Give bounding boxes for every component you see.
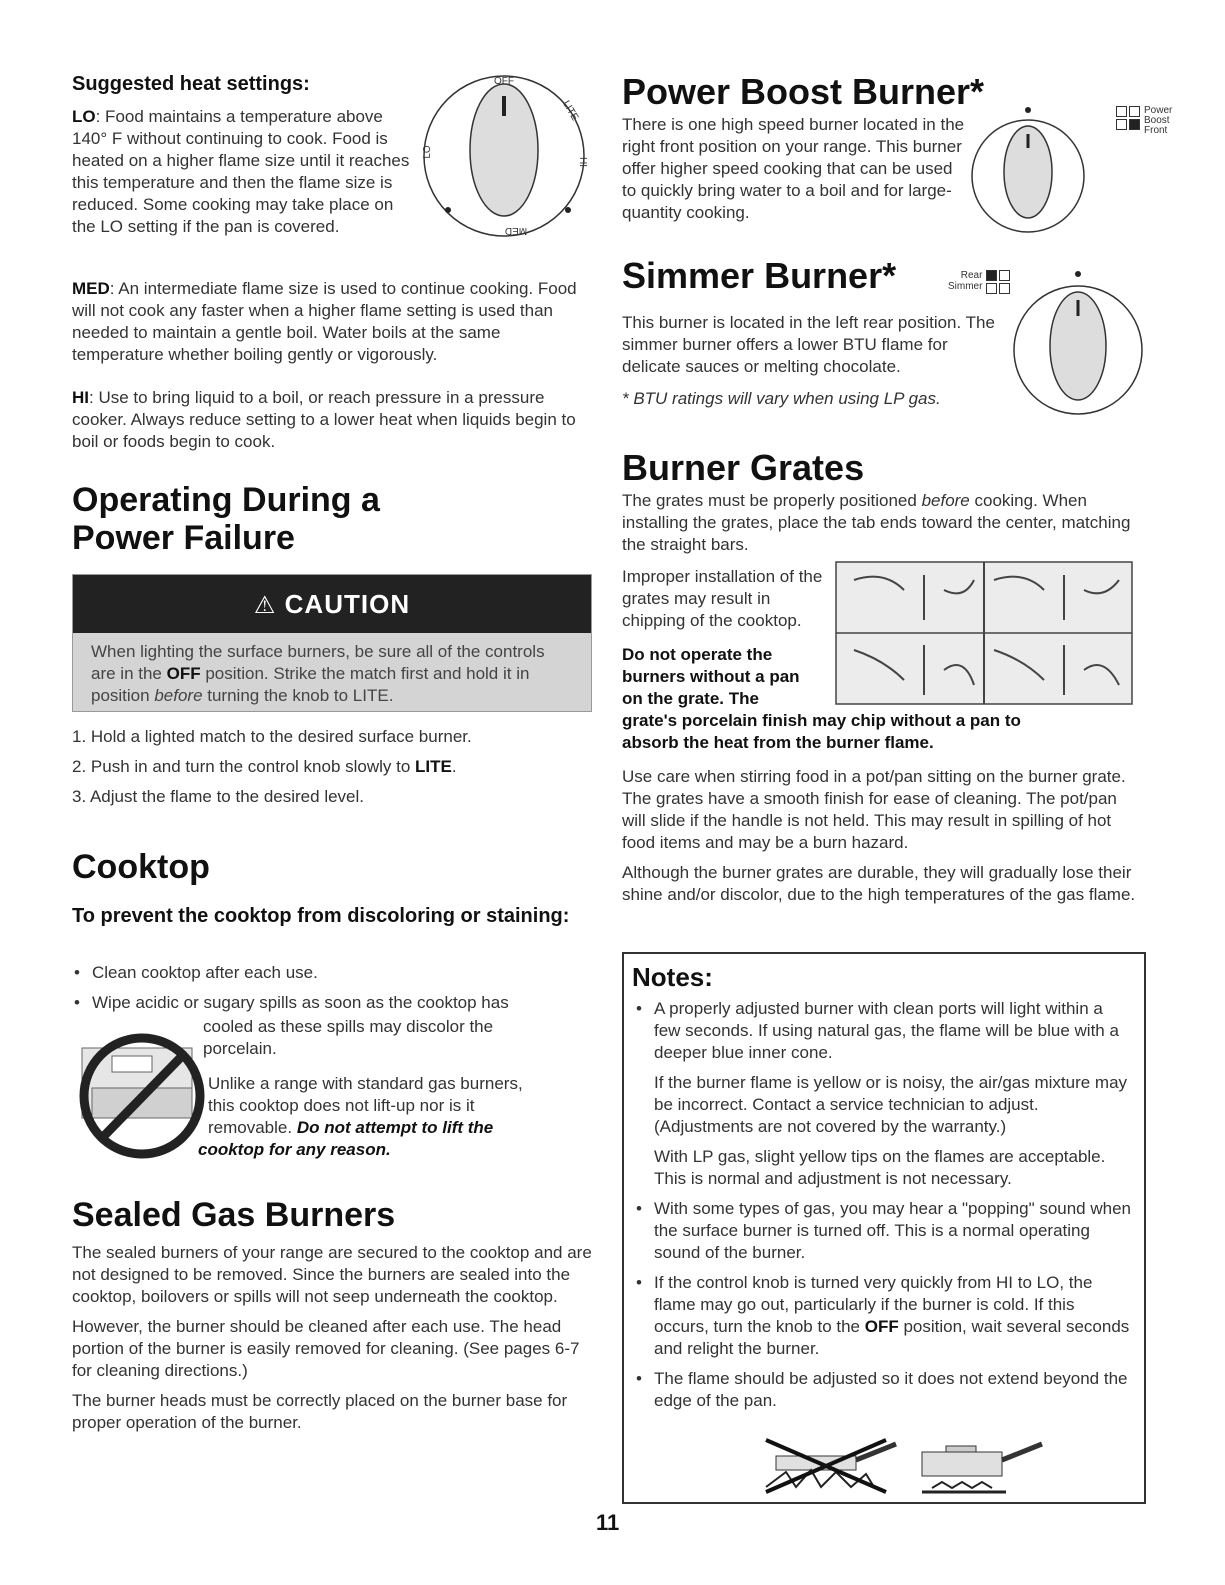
hi-paragraph: HI: Use to bring liquid to a boil, or reach pressure in a pressure cooker. Always reduce setting to a lower heat when liquids begin to boil or foods begin to cook. xyxy=(72,388,576,451)
notes-bullet-2: • With some types of gas, you may hear a "popping" sound when the surface burner is turned off. This is a normal operating sound of the burner. xyxy=(634,1198,1132,1264)
sealed-p3: The burner heads must be correctly placed on the burner base for proper operation of the burner. xyxy=(72,1391,568,1432)
warning-triangle-icon: ⚠ xyxy=(253,592,277,619)
step-2: 2. Push in and turn the control knob slowly to LITE. xyxy=(72,757,457,776)
cooktop-bullet-2-cont: cooled as these spills may discolor the porcelain. xyxy=(203,1017,494,1058)
cooktop-bullets xyxy=(72,962,592,1022)
grates-warning-wrap: Do not operate the burners without a pan on the grate. The xyxy=(622,645,800,708)
cooktop-bullet-2-line-1: • Wipe acidic or sugary spills as soon as the cooktop has xyxy=(72,992,592,1014)
caution-header: ⚠ CAUTION xyxy=(73,575,591,633)
notes-bullet-1: • A properly adjusted burner with clean ports will light within a few seconds. If using natural gas, the flame will be blue with a deeper blue inner cone. If the burner flame is yellow or is noisy, the air/gas mixture may be incorrect. Contact a service technician to adjust. (Adjustments are not covered by the warranty.) With LP gas, slight yellow tips on the flames are acceptable. This is normal and adjustment is not necessary. xyxy=(634,998,1132,1190)
step-3: 3. Adjust the flame to the desired level. xyxy=(72,787,365,806)
grates-paragraph-3: Use care when stirring food in a pot/pan sitting on the burner grate. The grates have a smooth finish for ease of cleaning. The pot/pan will slide if the handle is not held. This may result in spilling of hot food items and may be a burn hazard. xyxy=(622,767,1126,852)
heat-settings-title: Suggested heat settings: xyxy=(72,73,310,95)
power-failure-steps xyxy=(72,726,592,816)
notes-bullet-3: • If the control knob is turned very quickly from HI to LO, the flame may go out, particularly if the burner is cold. If this occurs, turn the knob to the OFF position, wait several seconds and relight the burner. xyxy=(634,1272,1132,1360)
simmer-indicator: Rear Simmer xyxy=(948,270,1010,294)
notes-box xyxy=(622,952,1146,1504)
grates-paragraphs xyxy=(622,766,1142,914)
knob-off-label: OFF xyxy=(494,76,514,87)
sealed-burners-text xyxy=(72,1242,592,1442)
grates-paragraph-2: Improper installation of the grates may result in chipping of the cooktop. xyxy=(622,567,823,630)
grates-paragraph-1: The grates must be properly positioned before cooking. When installing the grates, place the tab ends toward the center, matching the straight bars. xyxy=(622,491,1131,554)
power-boost-text: There is one high speed burner located in the right front position on your range. This burner offer higher speed cooking that can be used to quickly bring water to a boil and for large-quantity cooking. xyxy=(622,115,965,222)
grates-warning-full: grate's porcelain finish may chip without a pan to absorb the heat from the burner flame. xyxy=(622,711,1021,752)
knob-hi-label: HI xyxy=(577,157,588,167)
knob-lo-label: LO xyxy=(422,145,433,159)
power-failure-title: Operating During a Power Failure xyxy=(72,481,380,557)
simmer-knob-illustration xyxy=(1012,270,1148,420)
simmer-text: This burner is located in the left rear position. The simmer burner offers a lower BTU flame for delicate sauces or melting chocolate. xyxy=(622,313,995,376)
knob-med-label: MED xyxy=(504,225,528,236)
no-lift-cooktop-illustration xyxy=(72,1018,212,1168)
med-paragraph: MED: An intermediate flame size is used to continue cooking. Food will not cook any faster when a higher flame setting is used than needed to maintain a gentle boil. Water boils at the same temperature whether boiling gently or vigorously. xyxy=(72,279,577,364)
notes-title: Notes: xyxy=(632,962,713,992)
burner-grates-illustration xyxy=(834,560,1134,706)
power-boost-knob-illustration xyxy=(968,106,1088,236)
sealed-p2: However, the burner should be cleaned after each use. The head portion of the burner is easily removed for cleaning. (See pages 6-7 for cleaning directions.) xyxy=(72,1317,580,1380)
knob-lite-label: LITE xyxy=(560,98,581,123)
caution-text: When lighting the surface burners, be sure all of the controls are in the OFF position. Strike the match first and hold it in position before turning the knob to LITE. xyxy=(91,642,545,705)
cooktop-title: Cooktop xyxy=(72,848,210,886)
power-boost-title: Power Boost Burner* xyxy=(622,71,985,112)
burner-position-icon xyxy=(1116,106,1140,130)
pan-flame-illustration xyxy=(756,1432,1056,1498)
step-1: 1. Hold a lighted match to the desired surface burner. xyxy=(72,727,472,746)
control-knob-illustration xyxy=(418,70,590,238)
cooktop-subtitle: To prevent the cooktop from discoloring or staining: xyxy=(72,905,570,927)
caution-box xyxy=(72,574,592,712)
simmer-burner-title: Simmer Burner* xyxy=(622,255,897,296)
burner-position-icon xyxy=(986,270,1010,294)
sealed-p1: The sealed burners of your range are secured to the cooktop and are not designed to be removed. Since the burners are sealed into the cooktop, boilovers or spills will not seep underneath the cooktop. xyxy=(72,1243,592,1306)
sealed-burners-title: Sealed Gas Burners xyxy=(72,1196,396,1234)
notes-bullet-4: • The flame should be adjusted so it does not extend beyond the edge of the pan. xyxy=(634,1368,1132,1412)
page-number: 11 xyxy=(596,1510,620,1535)
power-boost-indicator: Power Boost Front xyxy=(1116,106,1172,136)
lo-paragraph: LO: Food maintains a temperature above 140° F without continuing to cook. Food is heated on a higher flame size until it reaches this temperature and then the flame size is reduced. Some cooking may take place on the LO setting if the pan is covered. xyxy=(72,107,410,236)
cooktop-bullet-1: • Clean cooktop after each use. xyxy=(72,962,592,984)
cooktop-no-lift-paragraph: Unlike a range with standard gas burners, this cooktop does not lift-up nor is it removable. Do not attempt to lift the cooktop for any reason. xyxy=(198,1074,523,1159)
burner-grates-title: Burner Grates xyxy=(622,447,865,488)
grates-paragraph-4: Although the burner grates are durable, they will gradually lose their shine and/or discolor, due to the high temperatures of the gas flame. xyxy=(622,863,1136,904)
lp-gas-note: * BTU ratings will vary when using LP gas. xyxy=(622,389,941,408)
